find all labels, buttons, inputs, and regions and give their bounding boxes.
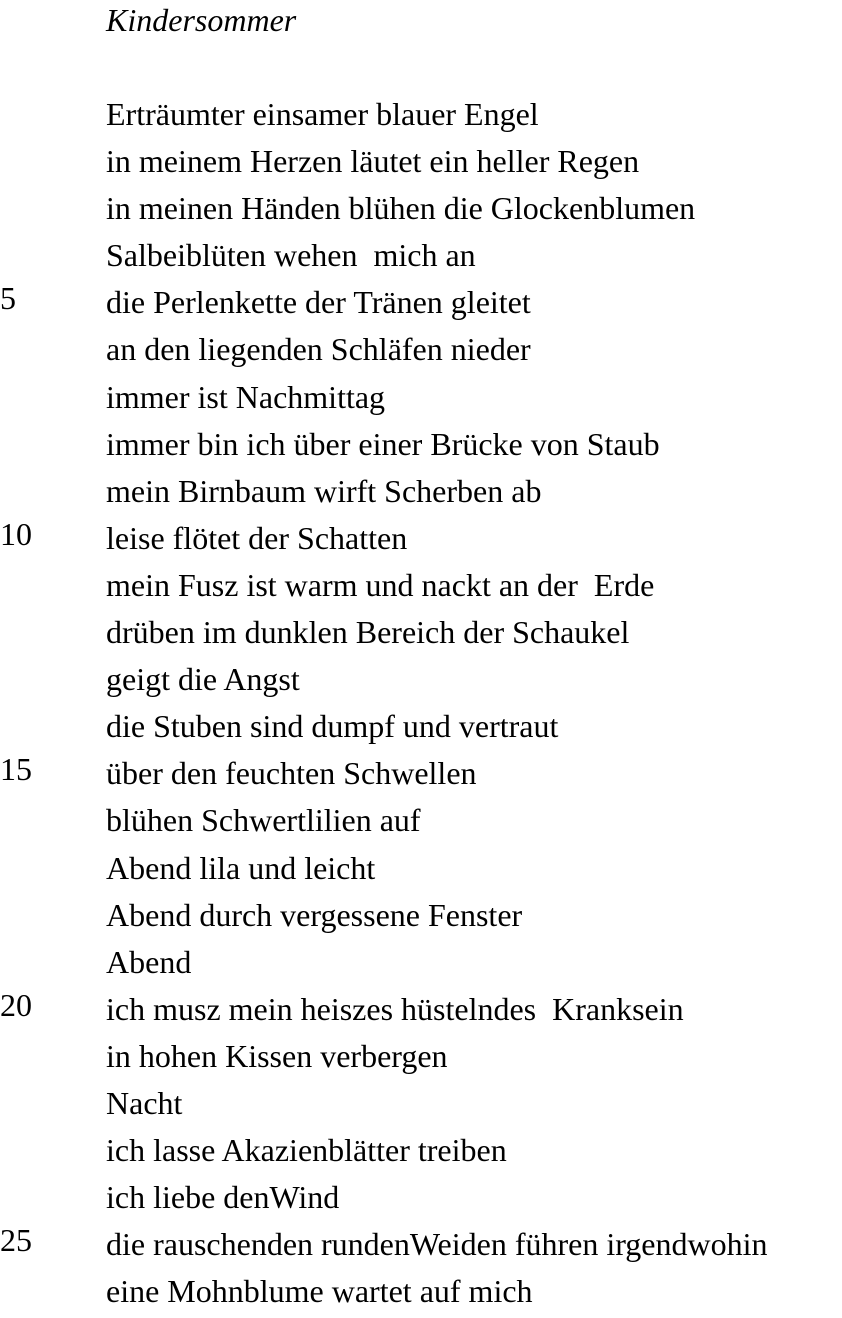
line-number: 5 — [0, 280, 16, 317]
poem-line — [0, 895, 842, 942]
line-text: ich lasse Akazienblätter treiben — [106, 1132, 507, 1169]
poem-line — [0, 612, 842, 659]
poem-title: Kindersommer — [106, 2, 297, 38]
poem-line — [0, 515, 842, 565]
line-number: 20 — [0, 986, 32, 1023]
line-text: in meinem Herzen läutet ein heller Regen — [106, 143, 640, 180]
poem-line — [0, 1083, 842, 1130]
line-text: in hohen Kissen verbergen — [106, 1037, 448, 1074]
poem-line — [0, 1224, 842, 1271]
line-text: mein Birnbaum wirft Scherben ab — [106, 472, 542, 509]
line-text: leise flötet der Schatten — [106, 519, 408, 556]
poem-line — [0, 424, 842, 471]
line-text: ich musz mein heiszes hüstelndes Kranksein — [106, 990, 684, 1027]
line-number: 15 — [0, 751, 32, 788]
poem-line — [0, 1271, 842, 1318]
poem-line — [0, 942, 842, 989]
line-text: Salbeiblüten wehen mich an — [106, 237, 476, 274]
line-text: ich liebe denWind — [106, 1179, 340, 1216]
poem-line — [0, 986, 842, 1036]
line-text: die Perlenkette der Tränen gleitet — [106, 284, 531, 321]
line-text: geigt die Angst — [106, 661, 300, 698]
poem-line — [0, 800, 842, 847]
poem-line — [0, 94, 842, 141]
poem-line — [0, 565, 842, 612]
poem-line — [0, 753, 842, 800]
line-text: eine Mohnblume wartet auf mich — [106, 1273, 533, 1310]
line-text: an den liegenden Schläfen nieder — [106, 331, 531, 368]
poem-line — [0, 141, 842, 188]
line-text: blühen Schwertlilien auf — [106, 802, 421, 839]
poem-line — [0, 282, 842, 329]
poem-line — [0, 1177, 842, 1224]
line-text: immer bin ich über einer Brücke von Staub — [106, 425, 660, 462]
line-text: Erträumter einsamer blauer Engel — [106, 96, 539, 132]
poem-line — [0, 329, 842, 376]
line-text: mein Fusz ist warm und nackt an der Erde — [106, 566, 655, 603]
line-text: Nacht — [106, 1084, 183, 1121]
line-text: drüben im dunklen Bereich der Schaukel — [106, 614, 630, 651]
line-text: die Stuben sind dumpf und vertraut — [106, 708, 559, 745]
poem-line — [0, 706, 842, 753]
line-text: Abend — [106, 943, 192, 980]
poem-line — [0, 377, 842, 424]
poem-body — [0, 94, 842, 1318]
line-text: Abend lila und leicht — [106, 849, 376, 886]
poem-line — [0, 848, 842, 895]
poem-line — [0, 1036, 842, 1083]
poem-line — [0, 471, 842, 518]
line-number: 10 — [0, 515, 32, 552]
poem-line — [0, 188, 842, 235]
line-number: 25 — [0, 1222, 32, 1259]
poem-line — [0, 235, 842, 282]
poem-line — [0, 659, 842, 706]
line-text: die rauschenden rundenWeiden führen irgendwohin — [106, 1226, 768, 1263]
line-text: über den feuchten Schwellen — [106, 755, 477, 792]
line-text: in meinen Händen blühen die Glockenblumen — [106, 190, 696, 227]
poem-line — [0, 1130, 842, 1177]
line-text: immer ist Nachmittag — [106, 378, 386, 415]
line-text: Abend durch vergessene Fenster — [106, 896, 523, 933]
